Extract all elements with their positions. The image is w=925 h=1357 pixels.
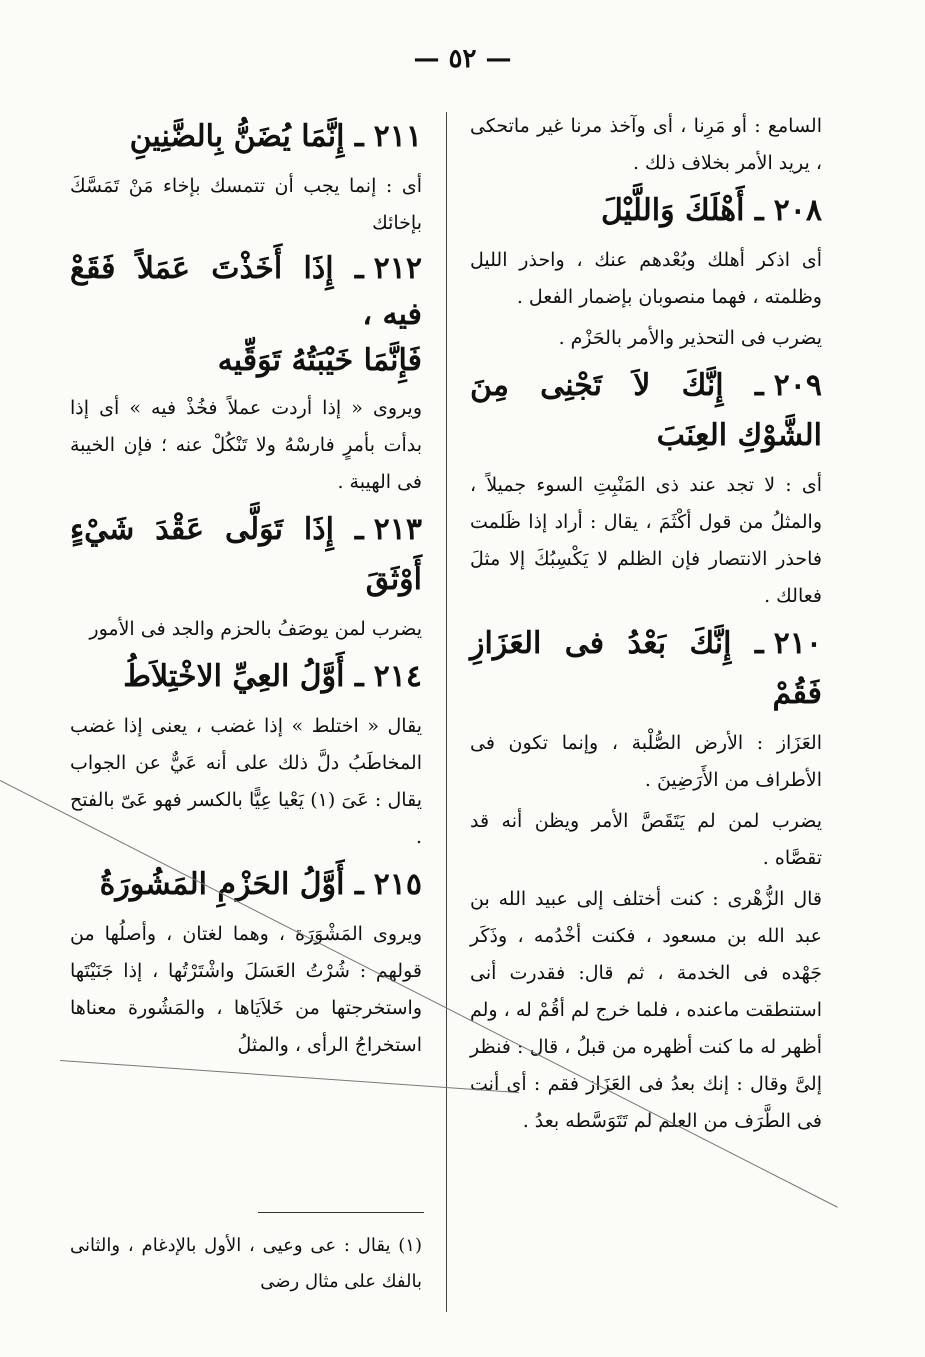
footnote: (١) يقال : عى وعيى ، الأول بالإدغام ، والثانى بالفك على مثال رضى [70,1235,422,1292]
proverb-number: ٢٠٩ [773,368,822,403]
paragraph: أى اذكر أهلك وبُعْدهم عنك ، واحذر الليل وظلمته ، فهما منصوبان بإضمار الفعل . [470,249,822,308]
proverb-heading-210 [470,619,822,719]
proverb-title: ـ إِذَا تَوَلَّى عَقْدَ شَيْءٍ أَوْثَقَ [70,512,422,597]
proverb-heading-209 [470,361,822,461]
proverb-heading-211 [70,112,422,162]
paragraph: العَزَاز : الأرض الصُّلْبة ، وإنما تكون فى الأطراف من الأَرَضِينَ . [470,732,822,791]
proverb-title: ـ إِنَّمَا يُضَنُّ بِالضَّنِينِ [129,119,364,154]
paragraph: ويروى المَشْوَرَة ، وهما لغتان ، وأصلُها من قولهم : شُرْتُ العَسَلَ واشْتَرْتُها ، إذا جَنَيْتَها واستخرجتها من خَلاَيَاها ، والمَشُورة معناها استخراجُ الرأى ، والمثلُ [70,923,422,1056]
proverb-number: ٢٠٨ [773,193,822,228]
paragraph: السامع : أو مَرِنا ، أى وآخذ مرنا غير ماتحكى ، يريد الأمر بخلاف ذلك . [470,115,822,174]
proverb-title: ـ إِنَّكَ لاَ تَجْنِى مِنَ الشَّوْكِ العِنَبَ [470,368,822,453]
proverb-title: ـ أَوَّلُ العِيِّ الاخْتِلاَطُ [123,659,364,694]
footnote-rule [258,1212,424,1213]
paragraph: يضرب فى التحذير والأمر بالحَزْم . [558,327,822,349]
proverb-title: ـ أَوَّلُ الحَزْمِ المَشُورَةُ [99,867,364,902]
paragraph: قال الزُّهْرى : كنت أختلف إلى عبيد الله بن عبد الله بن مسعود ، فكنت أخْدُمه ، وذَكَر جَهْده فى الخدمة ، ثم قال: فقدرت أنى استنطقت ماعنده ، فلما خرج لم أقُمْ له ، ولم أظهر له ما كنت أظهره من قبلُ ، قال : فنظر إلىَّ وقال : إنك بعدُ فى العَزَاز فقم : أى أنت فى الطَّرَف من العلم لم تَتَوَسَّطه بعدُ . [470,888,822,1132]
paragraph: يقال « اختلط » إذا غضب ، يعنى إذا غضب المخاطَبُ دلَّ ذلك على أنه عَيٌّ عن الجواب يقال : عَىَ (١) يَعْيا عِيًّا بالكسر فهو عَىّ بالفتح . [70,715,422,848]
paragraph: أى : إنما يجب أن تتمسك بإخاء مَنْ تَمَسَّكَ بإخائك [70,175,422,234]
proverb-number: ٢١٥ [373,867,422,902]
proverb-heading-213 [70,505,422,605]
proverb-heading-214 [70,652,422,702]
page-number: — ٥٢ — [413,44,512,74]
column-divider [446,112,447,1312]
proverb-title: ـ أَهْلَكَ وَاللَّيْلَ [600,193,764,228]
proverb-heading-212 [70,246,422,384]
paragraph: يضرب لمن يوصَفُ بالحزم والجد فى الأمور [89,618,422,640]
proverb-title: ـ إِنَّكَ بَعْدُ فى العَزَازِ فَقُمْ [470,626,822,711]
proverb-number: ٢١٣ [373,512,422,547]
left-column [70,108,422,1068]
proverb-number: ٢١١ [373,119,422,154]
proverb-number: ٢١٠ [773,626,822,661]
proverb-heading-215 [70,860,422,910]
paragraph: أى : لا تجد عند ذى المَنْبِتِ السوء جميلاً ، والمثلُ من قول أكْثَمَ ، يقال : أراد إذا ظَلمت فاحذر الانتصار فإن الظلم لا يَكْسِبُكَ إلا مثلَ فعالك . [470,474,822,607]
right-column [470,108,822,1144]
proverb-title-line-2: فَإِنَّمَا خَيْبَتُهُ تَوَقِّيه [217,343,422,378]
proverb-number: ٢١٢ [373,251,422,286]
proverb-heading-208 [470,186,822,236]
paragraph: ويروى « إذا أردت عملاً فخُذْ فيه » أى إذا بدأت بأمرٍ فارسْهُ ولا تَنْكُلْ عنه ؛ فإن الخيبة فى الهيبة . [70,397,422,493]
proverb-title: ـ إِذَا أَخَذْتَ عَمَلاً فَقَعْ فيه ، [70,251,422,332]
proverb-number: ٢١٤ [373,659,422,694]
paragraph: يضرب لمن لم يَتَقَصَّ الأمر ويظن أنه قد تقصَّاه . [470,810,822,869]
